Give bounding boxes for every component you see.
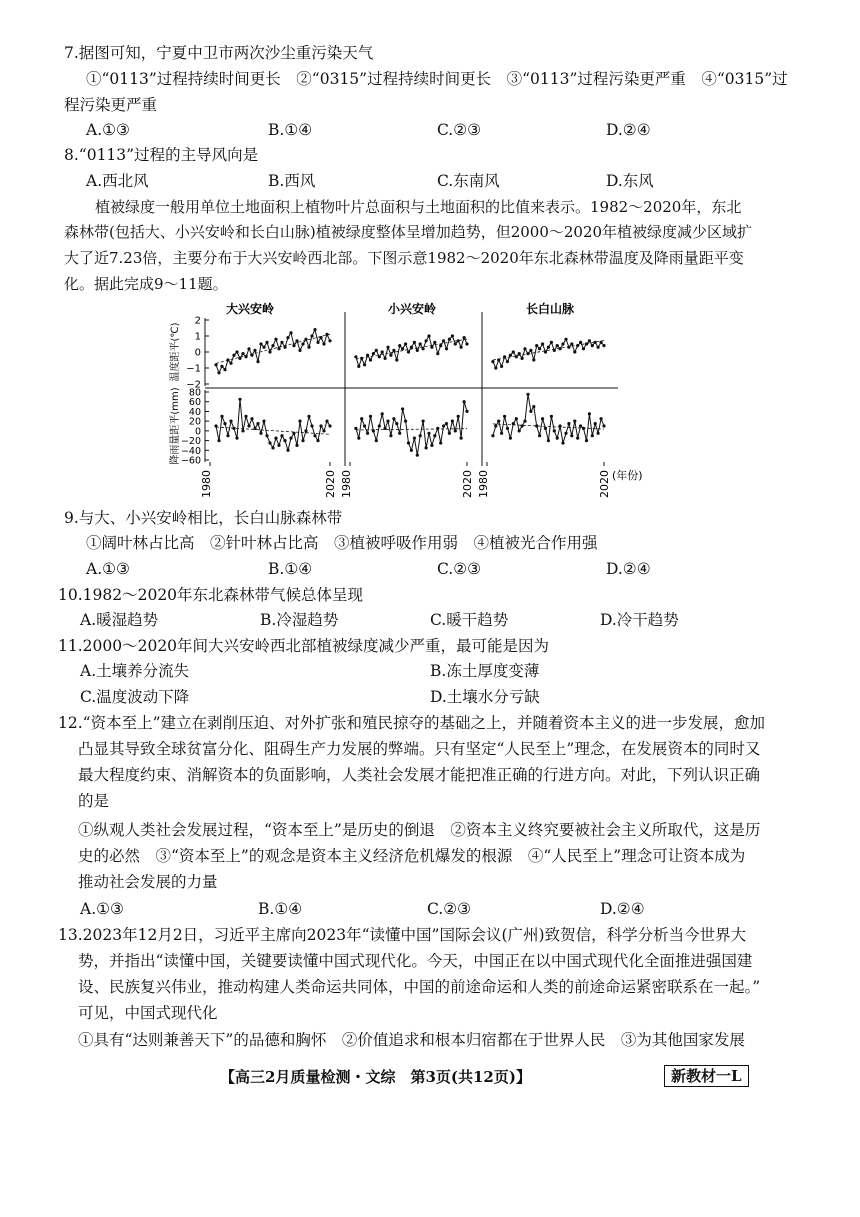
temperature-series-point <box>392 349 395 352</box>
precipitation-series-point <box>357 437 360 440</box>
precipitation-series-point <box>597 432 600 435</box>
precipitation-series-point <box>422 420 425 423</box>
x-tick-label: 2020 <box>461 470 474 498</box>
q7-option-a: A.①③ <box>86 121 130 139</box>
precipitation-series-point <box>523 420 526 423</box>
q11-stem: 11.2000～2020年间大兴安岭西北部植被绿度减少严重，最可能是因为 <box>58 637 550 655</box>
q8-option-d: D.东风 <box>606 172 654 190</box>
precipitation-series-point <box>503 415 506 418</box>
temperature-series-trend-line <box>356 339 467 359</box>
panel-title: 大兴安岭 <box>225 302 275 316</box>
precipitation-series-point <box>283 439 286 442</box>
temperature-series-point <box>535 344 538 347</box>
precipitation-series-point <box>416 454 419 457</box>
temperature-series-point <box>500 365 503 368</box>
precipitation-series-point <box>325 420 328 423</box>
temperature-series-point <box>573 350 576 353</box>
temperature-series-point <box>460 346 463 349</box>
temperature-series-point <box>217 371 220 374</box>
precipitation-series-point <box>235 437 238 440</box>
precipitation-series-point <box>375 439 378 442</box>
q12-option-c: C.②③ <box>427 900 472 918</box>
temperature-series-point <box>280 341 283 344</box>
precipitation-series-point <box>564 432 567 435</box>
temperature-series-point <box>570 342 573 345</box>
temperature-series-point <box>259 342 262 345</box>
precipitation-series-trend-line <box>493 424 604 429</box>
precipitation-series-point <box>425 446 428 449</box>
precipitation-series-point <box>262 420 265 423</box>
temperature-series-point <box>247 347 250 350</box>
temperature-series-point <box>298 349 301 352</box>
x-tick-label: 1980 <box>340 470 353 498</box>
y-tick-label: −1 <box>186 363 201 375</box>
precipitation-series-point <box>457 415 460 418</box>
precipitation-series-point <box>445 422 448 425</box>
temperature-series-point <box>491 360 494 363</box>
temperature-series-point <box>550 341 553 344</box>
temperature-series-point <box>410 346 413 349</box>
temperature-series-point <box>427 334 430 337</box>
precipitation-series-point <box>556 437 559 440</box>
temperature-series-point <box>322 342 325 345</box>
temperature-series-point <box>433 341 436 344</box>
precipitation-series-point <box>259 432 262 435</box>
precipitation-series-point <box>419 434 422 437</box>
temperature-series-point <box>220 365 223 368</box>
q12-choices-line: 推动社会发展的力量 <box>78 873 218 891</box>
precipitation-series-point <box>280 434 283 437</box>
temperature-series-point <box>372 352 375 355</box>
precipitation-series-point <box>591 434 594 437</box>
q7-option-d: D.②④ <box>606 121 651 139</box>
temperature-series-point <box>532 358 535 361</box>
temperature-series-point <box>442 339 445 342</box>
precipitation-series-point <box>319 424 322 427</box>
temperature-series-point <box>241 352 244 355</box>
q11-option-b: B.冻土厚度变薄 <box>430 662 540 680</box>
precipitation-series-point <box>439 441 442 444</box>
temperature-series-point <box>576 344 579 347</box>
y-tick-label: −20 <box>180 436 201 448</box>
q8-stem: 8.“0113”过程的主导风向是 <box>64 146 259 164</box>
temperature-series-point <box>588 339 591 342</box>
precipitation-series-point <box>328 424 331 427</box>
temperature-series-point <box>602 344 605 347</box>
temperature-precipitation-chart <box>0 298 860 498</box>
q9-option-b: B.①④ <box>268 560 313 578</box>
temperature-series-point <box>509 354 512 357</box>
precipitation-series-point <box>602 424 605 427</box>
temperature-series-point <box>597 346 600 349</box>
precipitation-series-point <box>407 441 410 444</box>
q12-choices-line: ①纵观人类社会发展过程，“资本至上”是历史的倒退 ②资本主义终究要被社会主义所取代，这是历 <box>78 821 761 839</box>
temperature-series-point <box>277 347 280 350</box>
y-tick-label: 80 <box>188 387 201 399</box>
temperature-series-point <box>518 352 521 355</box>
y-axis-title-temperature: 温度距平(℃) <box>170 322 181 382</box>
precipitation-series-point <box>410 449 413 452</box>
temperature-series-point <box>316 341 319 344</box>
precipitation-series-point <box>244 415 247 418</box>
temperature-series-point <box>454 342 457 345</box>
precipitation-series-point <box>265 434 268 437</box>
q13-stem-line: 可见，中国式现代化 <box>78 1004 218 1022</box>
temperature-series-point <box>381 350 384 353</box>
y-tick-label: 2 <box>194 315 201 327</box>
x-tick-label: 1980 <box>200 470 213 498</box>
page-footer: 【高三2月质量检测・文综 第3页(共12页)】 <box>220 1068 531 1086</box>
q9-option-a: A.①③ <box>86 560 130 578</box>
temperature-series-point <box>404 342 407 345</box>
temperature-series-point <box>369 358 372 361</box>
y-axis-title-precipitation: 降雨量距平(mm) <box>170 387 181 465</box>
temperature-series-point <box>407 350 410 353</box>
q10-option-c: C.暖干趋势 <box>430 611 509 629</box>
q12-option-b: B.①④ <box>258 900 303 918</box>
temperature-series-point <box>425 339 428 342</box>
precipitation-series-point <box>313 434 316 437</box>
temperature-series-trend-line <box>216 334 330 363</box>
temperature-series-point <box>286 336 289 339</box>
temperature-series-point <box>389 354 392 357</box>
y-tick-label: −40 <box>180 445 201 457</box>
x-tick-label: 1980 <box>477 470 490 498</box>
temperature-series-point <box>214 363 217 366</box>
precipitation-series-point <box>561 441 564 444</box>
q12-choices-line: 史的必然 ③“资本至上”的观念是资本主义经济危机爆发的根源 ④“人民至上”理念可让资本成为 <box>78 847 746 865</box>
temperature-series-point <box>591 344 594 347</box>
temperature-series-point <box>416 349 419 352</box>
temperature-series-point <box>506 360 509 363</box>
precipitation-series-point <box>301 439 304 442</box>
temperature-series-line <box>356 336 467 366</box>
temperature-series-point <box>585 342 588 345</box>
temperature-series-point <box>559 347 562 350</box>
q8-option-b: B.西风 <box>268 172 316 190</box>
precipitation-series-point <box>433 434 436 437</box>
precipitation-series-point <box>451 420 454 423</box>
precipitation-series-point <box>550 415 553 418</box>
precipitation-series-point <box>465 410 468 413</box>
temperature-series-point <box>422 347 425 350</box>
precipitation-series-point <box>401 407 404 410</box>
precipitation-series-point <box>247 424 250 427</box>
precipitation-series-point <box>570 434 573 437</box>
precipitation-series-point <box>250 417 253 420</box>
precipitation-series-point <box>274 437 277 440</box>
precipitation-series-line <box>493 394 604 443</box>
q12-stem-line: 的是 <box>78 792 110 810</box>
temperature-series-point <box>398 344 401 347</box>
precipitation-series-point <box>588 412 591 415</box>
precipitation-series-point <box>567 422 570 425</box>
temperature-series-point <box>401 347 404 350</box>
q8-option-c: C.东南风 <box>437 172 500 190</box>
q12-stem-line: 凸显其导致全球贫富分化、阻碍生产力发展的弊端。只有坚定“人民至上”理念，在发展资本的同时又 <box>78 740 761 758</box>
temperature-series-point <box>384 357 387 360</box>
precipitation-series-point <box>268 441 271 444</box>
temperature-series-point <box>463 336 466 339</box>
q12-option-d: D.②④ <box>600 900 645 918</box>
temperature-series-point <box>538 347 541 350</box>
temperature-series-point <box>448 338 451 341</box>
q12-stem-line: 12.“资本至上”建立在剥削压迫、对外扩张和殖民掠夺的基础之上，并随着资本主义的进一步发展，愈加 <box>58 714 766 732</box>
temperature-series-point <box>395 358 398 361</box>
temperature-series-point <box>561 342 564 345</box>
q13-stem-line: 设、民族复兴伟业，推动构建人类命运共同体，中国的前途命运和人类的前途命运紧密联系在一起。” <box>78 978 761 996</box>
precipitation-series-point <box>289 437 292 440</box>
precipitation-series-point <box>378 424 381 427</box>
temperature-series-point <box>579 341 582 344</box>
q12-stem-line: 最大程度约束、消解资本的负面影响，人类社会发展才能把准正确的行进方向。对此，下列认识正确 <box>78 766 761 784</box>
x-axis-unit-label: (年份) <box>612 469 643 482</box>
x-tick-label: 2020 <box>598 470 611 498</box>
edition-badge: 新教材一L <box>664 1065 749 1087</box>
y-tick-label: −60 <box>180 455 201 467</box>
temperature-series-point <box>523 347 526 350</box>
temperature-series-point <box>328 339 331 342</box>
temperature-series-point <box>430 346 433 349</box>
precipitation-series-point <box>509 437 512 440</box>
q10-option-d: D.冷干趋势 <box>600 611 679 629</box>
precipitation-series-point <box>497 420 500 423</box>
q10-option-b: B.冷湿趋势 <box>260 611 339 629</box>
precipitation-series-point <box>547 439 550 442</box>
q11-option-d: D.土壤水分亏缺 <box>430 688 540 706</box>
precipitation-series-point <box>430 444 433 447</box>
q9-choices-line: ①阔叶林占比高 ②针叶林占比高 ③植被呼吸作用弱 ④植被光合作用强 <box>86 534 598 552</box>
precipitation-series-point <box>585 439 588 442</box>
q7-option-b: B.①④ <box>268 121 313 139</box>
precipitation-series-point <box>322 429 325 432</box>
q10-option-a: A.暖湿趋势 <box>80 611 159 629</box>
passage-line: 森林带(包括大、小兴安岭和长白山脉)植被绿度整体呈增加趋势，但2000～2020年植被绿度减少区域扩 <box>64 223 753 241</box>
temperature-series-point <box>541 342 544 345</box>
precipitation-series-point <box>436 427 439 430</box>
temperature-series-point <box>419 342 422 345</box>
precipitation-series-point <box>389 434 392 437</box>
precipitation-series-point <box>369 415 372 418</box>
passage-line: 大了近7.23倍，主要分布于大兴安岭西北部。下图示意1982～2020年东北森林带温度及降雨量距平变 <box>64 249 744 267</box>
precipitation-series-point <box>307 415 310 418</box>
temperature-series-point <box>582 347 585 350</box>
temperature-series-point <box>274 338 277 341</box>
precipitation-series-point <box>538 434 541 437</box>
temperature-series-point <box>386 346 389 349</box>
precipitation-series-point <box>386 420 389 423</box>
q13-stem-line: 势，并指出“读懂中国，关键要读懂中国式现代化。今天，中国正在以中国式现代化全面推进强国建 <box>78 952 753 970</box>
precipitation-series-point <box>442 424 445 427</box>
y-tick-label: 0 <box>194 426 201 438</box>
precipitation-series-point <box>238 398 241 401</box>
y-tick-label: 40 <box>188 406 201 418</box>
temperature-series-point <box>494 366 497 369</box>
passage-line: 植被绿度一般用单位土地面积上植物叶片总面积与土地面积的比值来表示。1982～2020年，东北 <box>95 198 742 216</box>
temperature-series-point <box>529 349 532 352</box>
q9-stem: 9.与大、小兴安岭相比，长白山脉森林带 <box>64 509 343 527</box>
precipitation-series-point <box>217 439 220 442</box>
temperature-series-point <box>307 346 310 349</box>
temperature-series-point <box>253 349 256 352</box>
precipitation-series-point <box>354 427 357 430</box>
temperature-series-point <box>292 344 295 347</box>
precipitation-series-line <box>356 402 467 455</box>
precipitation-series-point <box>579 424 582 427</box>
precipitation-series-point <box>518 429 521 432</box>
temperature-series-point <box>413 341 416 344</box>
precipitation-series-point <box>573 420 576 423</box>
precipitation-series-point <box>506 427 509 430</box>
temperature-series-point <box>363 363 366 366</box>
precipitation-series-point <box>532 405 535 408</box>
temperature-series-point <box>512 350 515 353</box>
precipitation-series-point <box>515 417 518 420</box>
precipitation-series-point <box>256 422 259 425</box>
temperature-series-point <box>268 350 271 353</box>
precipitation-series-point <box>494 424 497 427</box>
precipitation-series-point <box>594 422 597 425</box>
temperature-series-point <box>295 339 298 342</box>
precipitation-series-point <box>395 422 398 425</box>
precipitation-series-point <box>541 417 544 420</box>
q13-stem-line: 13.2023年12月2日，习近平主席向2023年“读懂中国”国际会议(广州)致贺信，科学分析当今世界大 <box>58 926 747 944</box>
q11-option-a: A.土壤养分流失 <box>80 662 190 680</box>
temperature-series-point <box>313 328 316 331</box>
temperature-series-point <box>445 347 448 350</box>
temperature-series-point <box>451 334 454 337</box>
temperature-series-point <box>235 350 238 353</box>
y-tick-label: 1 <box>194 331 201 343</box>
panel-title: 长白山脉 <box>525 302 575 316</box>
q7-option-c: C.②③ <box>437 121 482 139</box>
panel-title: 小兴安岭 <box>387 302 437 316</box>
precipitation-series-point <box>553 429 556 432</box>
q10-stem: 10.1982～2020年东北森林带气候总体呈现 <box>58 586 364 604</box>
q7-choices-line: 程污染更严重 <box>64 96 158 114</box>
precipitation-series-point <box>286 449 289 452</box>
precipitation-series-point <box>460 437 463 440</box>
q11-option-c: C.温度波动下降 <box>80 688 190 706</box>
precipitation-series-point <box>226 434 229 437</box>
q7-stem: 7.据图可知，宁夏中卫市两次沙尘重污染天气 <box>64 44 374 62</box>
precipitation-series-point <box>223 422 226 425</box>
precipitation-series-point <box>413 437 416 440</box>
temperature-series-point <box>436 352 439 355</box>
temperature-series-point <box>262 346 265 349</box>
precipitation-series-point <box>491 434 494 437</box>
temperature-series-point <box>465 342 468 345</box>
precipitation-series-point <box>220 415 223 418</box>
temperature-series-point <box>229 362 232 365</box>
precipitation-series-point <box>298 420 301 423</box>
x-tick-label: 2020 <box>324 470 337 498</box>
precipitation-series-point <box>500 432 503 435</box>
precipitation-series-point <box>526 393 529 396</box>
precipitation-series-point <box>229 420 232 423</box>
y-tick-label: −2 <box>186 379 201 391</box>
y-tick-label: 20 <box>188 416 201 428</box>
temperature-series-point <box>354 355 357 358</box>
precipitation-series-point <box>366 432 369 435</box>
precipitation-series-point <box>544 427 547 430</box>
precipitation-series-point <box>600 417 603 420</box>
precipitation-series-point <box>295 444 298 447</box>
precipitation-series-point <box>392 417 395 420</box>
temperature-series-point <box>256 360 259 363</box>
precipitation-series-point <box>271 446 274 449</box>
precipitation-series-point <box>454 429 457 432</box>
precipitation-series-point <box>463 400 466 403</box>
precipitation-series-point <box>521 424 524 427</box>
temperature-series-point <box>289 331 292 334</box>
temperature-series-point <box>301 342 304 345</box>
precipitation-series-point <box>277 444 280 447</box>
precipitation-series-point <box>448 432 451 435</box>
q9-option-d: D.②④ <box>606 560 651 578</box>
temperature-series-point <box>223 368 226 371</box>
temperature-series-point <box>310 334 313 337</box>
temperature-series-point <box>556 344 559 347</box>
temperature-series-point <box>439 344 442 347</box>
temperature-series-point <box>366 354 369 357</box>
q13-choices-line: ①具有“达则兼善天下”的品德和胸怀 ②价值追求和根本归宿都在于世界人民 ③为其他国家发展 <box>78 1031 745 1049</box>
temperature-series-point <box>378 355 381 358</box>
precipitation-series-point <box>576 437 579 440</box>
precipitation-series-point <box>304 429 307 432</box>
passage-line: 化。据此完成9～11题。 <box>64 275 228 293</box>
temperature-series-point <box>600 341 603 344</box>
temperature-series-point <box>375 349 378 352</box>
temperature-series-point <box>271 344 274 347</box>
y-tick-label: 60 <box>188 397 201 409</box>
precipitation-series-point <box>381 412 384 415</box>
temperature-series-point <box>232 354 235 357</box>
precipitation-series-point <box>316 439 319 442</box>
precipitation-series-point <box>241 429 244 432</box>
q12-option-a: A.①③ <box>80 900 124 918</box>
temperature-series-point <box>564 338 567 341</box>
precipitation-series-point <box>398 432 401 435</box>
temperature-series-point <box>357 365 360 368</box>
y-tick-label: 0 <box>194 347 201 359</box>
precipitation-series-point <box>363 424 366 427</box>
q8-option-a: A.西北风 <box>86 172 149 190</box>
precipitation-series-point <box>427 432 430 435</box>
temperature-series-trend-line <box>493 341 604 360</box>
precipitation-series-point <box>529 410 532 413</box>
precipitation-series-point <box>310 424 313 427</box>
temperature-series-point <box>547 346 550 349</box>
temperature-series-point <box>265 341 268 344</box>
precipitation-series-point <box>404 420 407 423</box>
precipitation-series-point <box>360 417 363 420</box>
temperature-series-point <box>521 357 524 360</box>
q9-option-c: C.②③ <box>437 560 482 578</box>
q7-choices-line: ①“0113”过程持续时间更长 ②“0315”过程持续时间更长 ③“0113”过程污染更严重 ④“0315”过 <box>86 70 788 88</box>
